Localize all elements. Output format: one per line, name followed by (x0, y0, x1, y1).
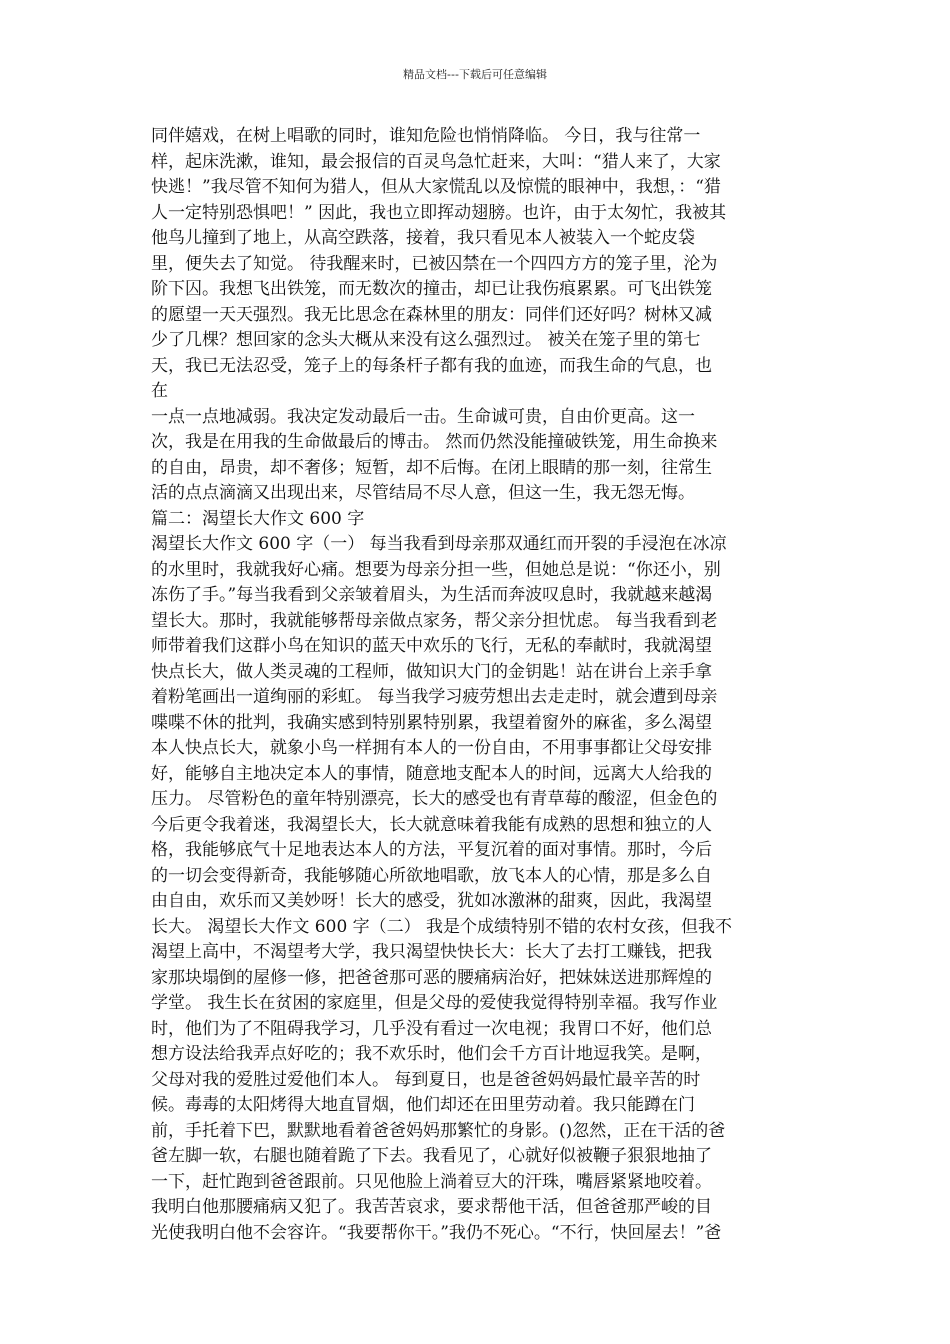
text-line: 人一定特别恐惧吧！” 因此，我也立即挥动翅膀。也许，由于太匆忙，我被其 (151, 202, 727, 223)
body-text (151, 124, 799, 1246)
text-line: 的水里时，我就我好心痛。想要为母亲分担一些，但她总是说：“你还小，别 (151, 559, 721, 580)
page-header: 精品文档---下载后可任意编辑 (403, 68, 547, 81)
text-line: 时，他们为了不阻碍我学习，几乎没有看过一次电视；我胃口不好，他们总 (151, 1018, 712, 1039)
text-line: 格，我能够底气十足地表达本人的方法，平复沉着的面对事情。那时，今后 (151, 840, 712, 860)
text-line: 快点长大，做人类灵魂的工程师，做知识大门的金钥匙！站在讲台上亲手拿 (151, 661, 712, 682)
text-line: 渴望长大作文 600 字（一） 每当我看到母亲那双通红而开裂的手浸泡在冰凉 (151, 534, 727, 554)
text-line: 今后更令我着迷，我渴望长大，长大就意味着我能有成熟的思想和独立的人 (151, 814, 712, 835)
text-line: 篇二：渴望长大作文 600 字 (151, 508, 365, 529)
text-line: 望长大。那时，我就能够帮母亲做点家务，帮父亲分担忧虑。 每当我看到老 (151, 610, 718, 631)
text-line: 的一切会变得新奇，我能够随心所欲地唱歌，放飞本人的心情，那是多么自 (151, 865, 712, 886)
text-line: 长大。 渴望长大作文 600 字（二） 我是个成绩特别不错的农村女孩，但我不 (151, 916, 733, 937)
text-line: 快逃！”我尽管不知何为猎人，但从大家慌乱以及惊慌的眼神中，我想，：“猎 (151, 177, 721, 197)
text-line: 同伴嬉戏，在树上唱歌的同时，谁知危险也悄悄降临。 今日，我与往常一 (151, 126, 701, 146)
text-line: 候。毒毒的太阳烤得大地直冒烟，他们却还在田里劳动着。我只能蹲在门 (151, 1095, 695, 1115)
text-line: 压力。 尽管粉色的童年特别漂亮，长大的感受也有青草莓的酸涩，但金色的 (151, 789, 718, 809)
text-line: 本人快点长大，就象小鸟一样拥有本人的一份自由，不用事事都让父母安排 (151, 738, 712, 758)
text-line: 天，我已无法忍受，笼子上的每条杆子都有我的血迹，而我生命的气息，也 (151, 355, 712, 376)
text-line: 的愿望一天天强烈。我无比思念在森林里的朋友：同伴们还好吗？树林又减 (151, 304, 712, 325)
text-line: 光使我明白他不会容许。“我要帮你干。”我仍不死心。“不行，快回屋去！”爸 (151, 1222, 722, 1243)
text-line: 喋喋不休的批判，我确实感到特别累特别累，我望着窗外的麻雀，多么渴望 (151, 712, 712, 733)
text-line: 在 (151, 381, 168, 401)
text-line: 少了几棵？想回家的念头大概从来没有这么强烈过。 被关在笼子里的第七 (151, 330, 701, 350)
text-line: 家那块塌倒的屋修一修，把爸爸那可恶的腰痛病治好，把妹妹送进那辉煌的 (151, 967, 712, 988)
text-line: 父母对我的爱胜过爱他们本人。 每到夏日，也是爸爸妈妈最忙最辛苦的时 (151, 1069, 701, 1090)
text-line: 一点一点地减弱。我决定发动最后一击。生命诚可贵，自由价更高。这一 (151, 406, 695, 427)
text-line: 的自由，昂贵，却不奢侈；短暂，却不后悔。在闭上眼睛的那一刻，往常生 (151, 457, 712, 478)
text-line: 我明白他那腰痛病又犯了。我苦苦哀求，要求帮他干活，但爸爸那严峻的目 (151, 1197, 712, 1217)
text-line: 一下，赶忙跑到爸爸跟前。只见他脸上淌着豆大的汗珠，嘴唇紧紧地咬着。 (151, 1171, 712, 1192)
text-line: 次，我是在用我的生命做最后的博击。 然而仍然没能撞破铁笼，用生命换来 (151, 432, 718, 452)
text-line: 冻伤了手。”每当我看到父亲皱着眉头，为生活而奔波叹息时，我就越来越渴 (151, 585, 713, 605)
text-line: 阶下囚。我想飞出铁笼，而无数次的撞击，却已让我伤痕累累。可飞出铁笼 (151, 279, 712, 299)
text-line: 活的点点滴滴又出现出来，尽管结局不尽人意，但这一生，我无怨无悔。 (151, 483, 695, 503)
text-line: 师带着我们这群小鸟在知识的蓝天中欢乐的飞行，无私的奉献时，我就渴望 (151, 636, 712, 656)
text-line: 着粉笔画出一道绚丽的彩虹。 每当我学习疲劳想出去走走时，就会遭到母亲 (151, 687, 718, 707)
text-line: 渴望上高中，不渴望考大学，我只渴望快快长大：长大了去打工赚钱，把我 (151, 942, 712, 962)
text-line: 前，手托着下巴，默默地看着爸爸妈妈那繁忙的身影。()忽然，正在干活的爸 (151, 1120, 726, 1141)
text-line: 学堂。 我生长在贫困的家庭里，但是父母的爱使我觉得特别幸福。我写作业 (151, 993, 718, 1013)
text-line: 爸左脚一软，右腿也随着跪了下去。我看见了，心就好似被鞭子狠狠地抽了 (151, 1146, 712, 1166)
text-line: 里，便失去了知觉。 待我醒来时，已被囚禁在一个四四方方的笼子里，沦为 (151, 253, 718, 274)
text-line: 他鸟儿撞到了地上，从高空跌落，接着，我只看见本人被装入一个蛇皮袋 (151, 228, 695, 248)
text-line: 想方设法给我弄点好吃的；我不欢乐时，他们会千方百计地逗我笑。是啊， (151, 1044, 712, 1064)
text-line: 样，起床洗漱，谁知，最会报信的百灵鸟急忙赶来，大叫：“猎人来了，大家 (151, 151, 721, 172)
text-line: 由自由，欢乐而又美妙呀！长大的感受，犹如冰激淋的甜爽，因此，我渴望 (151, 891, 712, 911)
text-line: 好，能够自主地决定本人的事情，随意地支配本人的时间，远离大人给我的 (151, 763, 712, 784)
